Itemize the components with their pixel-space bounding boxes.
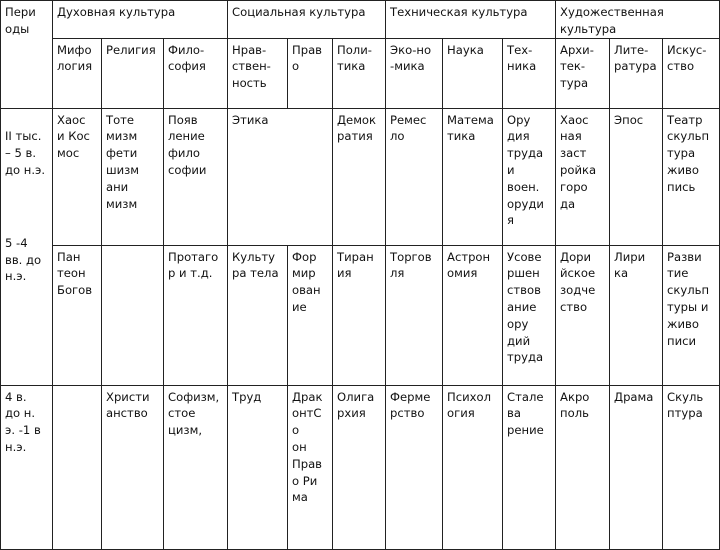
subheader-economics: Эко-но -мика <box>386 38 443 108</box>
subheader-architecture: Архи- тек- тура <box>556 38 610 108</box>
group-header-spiritual: Духовная культура <box>53 1 228 39</box>
table-cell: Психол огия <box>443 385 503 549</box>
table-cell: Драк онтС о он Прав о Ри ма <box>288 385 333 549</box>
subheader-art: Искус- ство <box>663 38 720 108</box>
table-cell: Ору дия труда и воен. оруди я <box>503 108 556 245</box>
period-cell: 4 в. до н. э. -1 в н.э. <box>1 385 53 549</box>
table-cell: Появ ление фило софии <box>164 108 228 245</box>
subheader-mythology: Мифо логия <box>53 38 102 108</box>
table-cell: Театр скульп тура живо пись <box>663 108 720 245</box>
subheader-science: Наука <box>443 38 503 108</box>
table-cell <box>102 245 164 385</box>
table-cell: Матема тика <box>443 108 503 245</box>
table-cell: Протаго р и т.д. <box>164 245 228 385</box>
table-cell: Дори йское зодче ство <box>556 245 610 385</box>
table-cell: Хаос и Кос мос <box>53 108 102 245</box>
table-cell: Хаос ная заст ройка горо да <box>556 108 610 245</box>
group-header-artistic: Художественная культура <box>556 1 720 39</box>
table-cell: Олига рхия <box>333 385 386 549</box>
table-cell: Тиран ия <box>333 245 386 385</box>
table-row <box>1 108 720 245</box>
subheader-politics: Поли- тика <box>333 38 386 108</box>
table-cell: Драма <box>610 385 663 549</box>
group-header-row <box>1 1 720 39</box>
table-cell: Акро поль <box>556 385 610 549</box>
subheader-philosophy: Фило- софия <box>164 38 228 108</box>
table-cell: Пан теон Богов <box>53 245 102 385</box>
table-cell: Ферме рство <box>386 385 443 549</box>
periods-header: Пери оды <box>1 1 53 109</box>
subheader-law: Прав о <box>288 38 333 108</box>
table-cell: Скуль птура <box>663 385 720 549</box>
table-cell: Труд <box>228 385 288 549</box>
table-cell: Эпос <box>610 108 663 245</box>
subheader-religion: Религия <box>102 38 164 108</box>
table-cell: Стале ва рение <box>503 385 556 549</box>
period-cell <box>1 108 53 385</box>
table-cell <box>53 385 102 549</box>
table-cell: Торгов ля <box>386 245 443 385</box>
table-cell: Астрон омия <box>443 245 503 385</box>
table-cell: Этика <box>228 108 333 245</box>
subheader-literature: Лите- ратура <box>610 38 663 108</box>
subheader-morality: Нрав- ствен- ность <box>228 38 288 108</box>
table-cell: Христи анство <box>102 385 164 549</box>
subcolumn-header-row <box>1 38 720 108</box>
table-cell: Тоте мизм фети шизм ани мизм <box>102 108 164 245</box>
table-cell: Демок ратия <box>333 108 386 245</box>
table-cell: Ремес ло <box>386 108 443 245</box>
table-cell: Софизм, стое цизм, <box>164 385 228 549</box>
subheader-technology: Тех- ника <box>503 38 556 108</box>
table-cell: Усове ршен ствов ание ору дий труда <box>503 245 556 385</box>
table-cell: Фор мир ован ие <box>288 245 333 385</box>
table-cell: Разви тие скульп туры и живо писи <box>663 245 720 385</box>
group-header-technical: Техническая культура <box>386 1 556 39</box>
table-row <box>1 245 720 385</box>
group-header-social: Социальная культура <box>228 1 386 39</box>
period-label-second: 5 -4 вв. до н.э. <box>5 235 42 284</box>
period-label-first: II тыс. – 5 в. до н.э. <box>5 129 46 177</box>
table-cell: Лири ка <box>610 245 663 385</box>
table-row <box>1 385 720 549</box>
table-cell: Культу ра тела <box>228 245 288 385</box>
